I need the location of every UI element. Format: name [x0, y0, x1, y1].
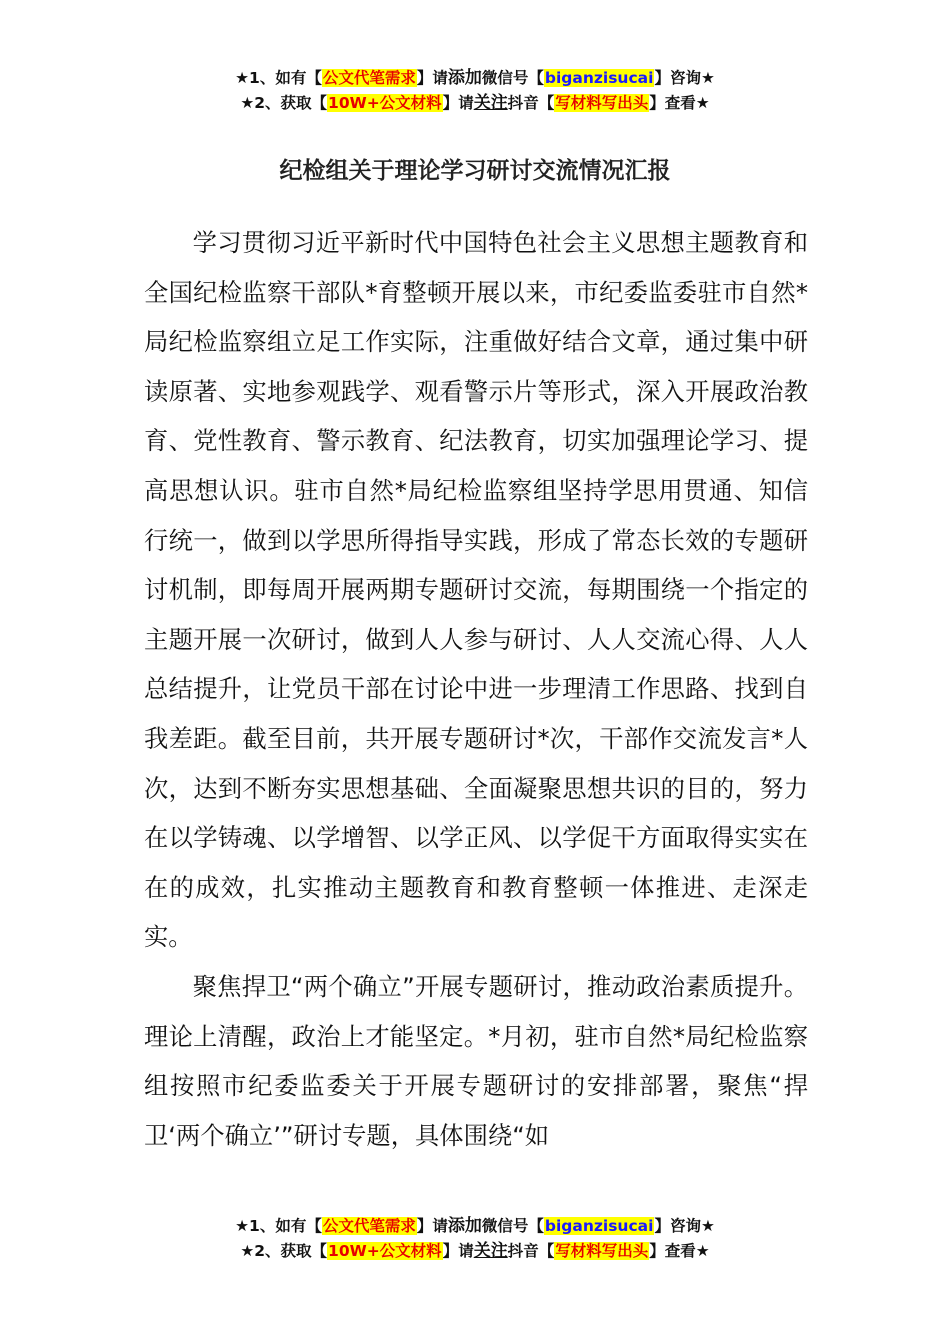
footer-banner-line-1	[0, 1214, 950, 1239]
footer-highlight-wechat-id: biganzisucai	[544, 1217, 654, 1235]
document-body	[144, 218, 808, 1160]
footer-line-2-mid2: 抖音【	[507, 1242, 555, 1260]
footer-line-1-prefix: ★1、如有【	[235, 1217, 322, 1235]
footer-highlight-service: 公文代笔需求	[322, 1217, 416, 1235]
footer-line-2-mid1: 】请	[442, 1242, 474, 1260]
paragraph: 聚焦捍卫“两个确立”开展专题研讨，推动政治素质提升。理论上清醒，政治上才能坚定。*月初，驻市自然*局纪检监察组按照市纪委监委关于开展专题研讨的安排部署，聚焦“捍卫‘两个确立’”研讨专题，具体围绕“如	[144, 971, 808, 1150]
banner-line-2-mid1: 】请	[442, 94, 474, 112]
footer-highlight-douyin-account: 写材料写出头	[555, 1242, 649, 1260]
footer-line-2-prefix: ★2、获取【	[240, 1242, 328, 1260]
banner-line-1	[0, 66, 950, 91]
banner-highlight-materials: 10W+公文材料	[328, 94, 442, 112]
banner-emphasis-add: 添加	[447, 68, 482, 88]
banner-line-2-mid2: 抖音【	[507, 94, 555, 112]
banner-line-2-suffix: 】查看★	[649, 94, 710, 112]
paragraph: 学习贯彻习近平新时代中国特色社会主义思想主题教育和全国纪检监察干部队*育整顿开展以来，市纪委监委驻市自然*局纪检监察组立足工作实际，注重做好结合文章，通过集中研读原著、实地参观践学、观看警示片等形式，深入开展政治教育、党性教育、警示教育、纪法教育，切实加强理论学习、提高思想认识。驻市自然*局纪检监察组坚持学思用贯通、知信行统一，做到以学思所得指导实践，形成了常态长效的专题研讨机制，即每周开展两期专题研讨交流，每期围绕一个指定的主题开展一次研讨，做到人人参与研讨、人人交流心得、人人总结提升，让党员干部在讨论中进一步理清工作思路、找到自我差距。截至目前，共开展专题研讨*次，干部作交流发言*人次，达到不断夯实思想基础、全面凝聚思想共识的目的，努力在以学铸魂、以学增智、以学正风、以学促干方面取得实实在在的成效，扎实推动主题教育和教育整顿一体推进、走深走实。	[144, 228, 808, 952]
banner-line-2	[0, 91, 950, 116]
footer-emphasis-follow: 关注	[473, 1241, 508, 1261]
footer-line-2-suffix: 】查看★	[649, 1242, 710, 1260]
footer-line-1-suffix: 】咨询★	[654, 1217, 715, 1235]
footer-banner	[0, 1214, 950, 1264]
banner-line-1-prefix: ★1、如有【	[235, 69, 322, 87]
banner-emphasis-follow: 关注	[473, 93, 508, 113]
footer-banner-line-2	[0, 1239, 950, 1264]
footer-line-1-mid1: 】请	[416, 1217, 448, 1235]
banner-line-1-mid2: 微信号【	[481, 69, 544, 87]
banner-line-2-prefix: ★2、获取【	[240, 94, 328, 112]
banner-line-1-suffix: 】咨询★	[654, 69, 715, 87]
document-title: 纪检组关于理论学习研讨交流情况汇报	[279, 158, 671, 184]
banner-highlight-douyin-account: 写材料写出头	[555, 94, 649, 112]
banner-line-1-mid1: 】请	[416, 69, 448, 87]
banner-highlight-wechat-id: biganzisucai	[544, 69, 654, 87]
footer-line-1-mid2: 微信号【	[481, 1217, 544, 1235]
footer-emphasis-add: 添加	[447, 1216, 482, 1236]
header-banner	[0, 66, 950, 116]
banner-highlight-service: 公文代笔需求	[322, 69, 416, 87]
footer-highlight-materials: 10W+公文材料	[328, 1242, 442, 1260]
